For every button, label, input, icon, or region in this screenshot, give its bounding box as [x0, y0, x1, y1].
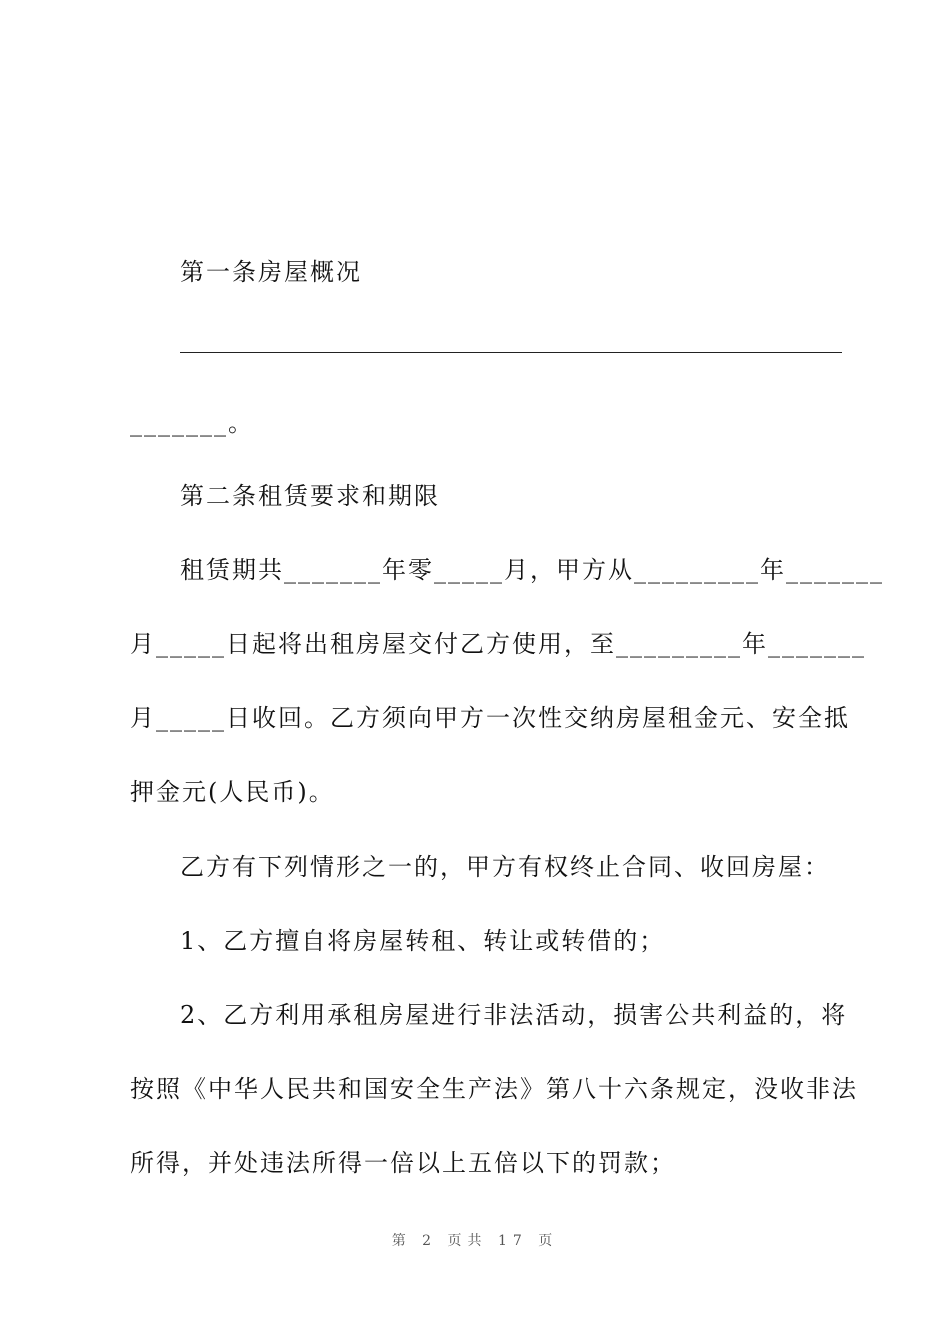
section-1-heading: 第一条房屋概况: [180, 258, 362, 286]
lease-term-line-3: 月_____日收回。乙方须向甲方一次性交纳房屋租金元、安全抵: [130, 704, 850, 732]
fill-in-blank-line: [180, 352, 842, 353]
section-2-heading: 第二条租赁要求和期限: [180, 482, 440, 510]
termination-item-1: 1、乙方擅自将房屋转租、转让或转借的；: [180, 927, 666, 955]
page-number-footer: 第 2 页共 17 页: [391, 1233, 559, 1249]
termination-item-2-line-1: 2、乙方利用承租房屋进行非法活动，损害公共利益的，将: [180, 1001, 848, 1029]
lease-term-line-4: 押金元(人民币)。: [130, 778, 335, 806]
termination-item-2-line-3: 所得，并处违法所得一倍以上五倍以下的罚款；: [130, 1149, 676, 1177]
termination-item-2-line-2: 按照《中华人民共和国安全生产法》第八十六条规定，没收非法: [130, 1075, 858, 1103]
fill-in-blank-tail: _______。: [130, 409, 254, 437]
termination-intro: 乙方有下列情形之一的，甲方有权终止合同、收回房屋：: [180, 853, 830, 881]
lease-term-line-2: 月_____日起将出租房屋交付乙方使用，至_________年_______: [130, 630, 866, 658]
lease-term-line-1: 租赁期共_______年零_____月，甲方从_________年_______: [180, 556, 884, 584]
